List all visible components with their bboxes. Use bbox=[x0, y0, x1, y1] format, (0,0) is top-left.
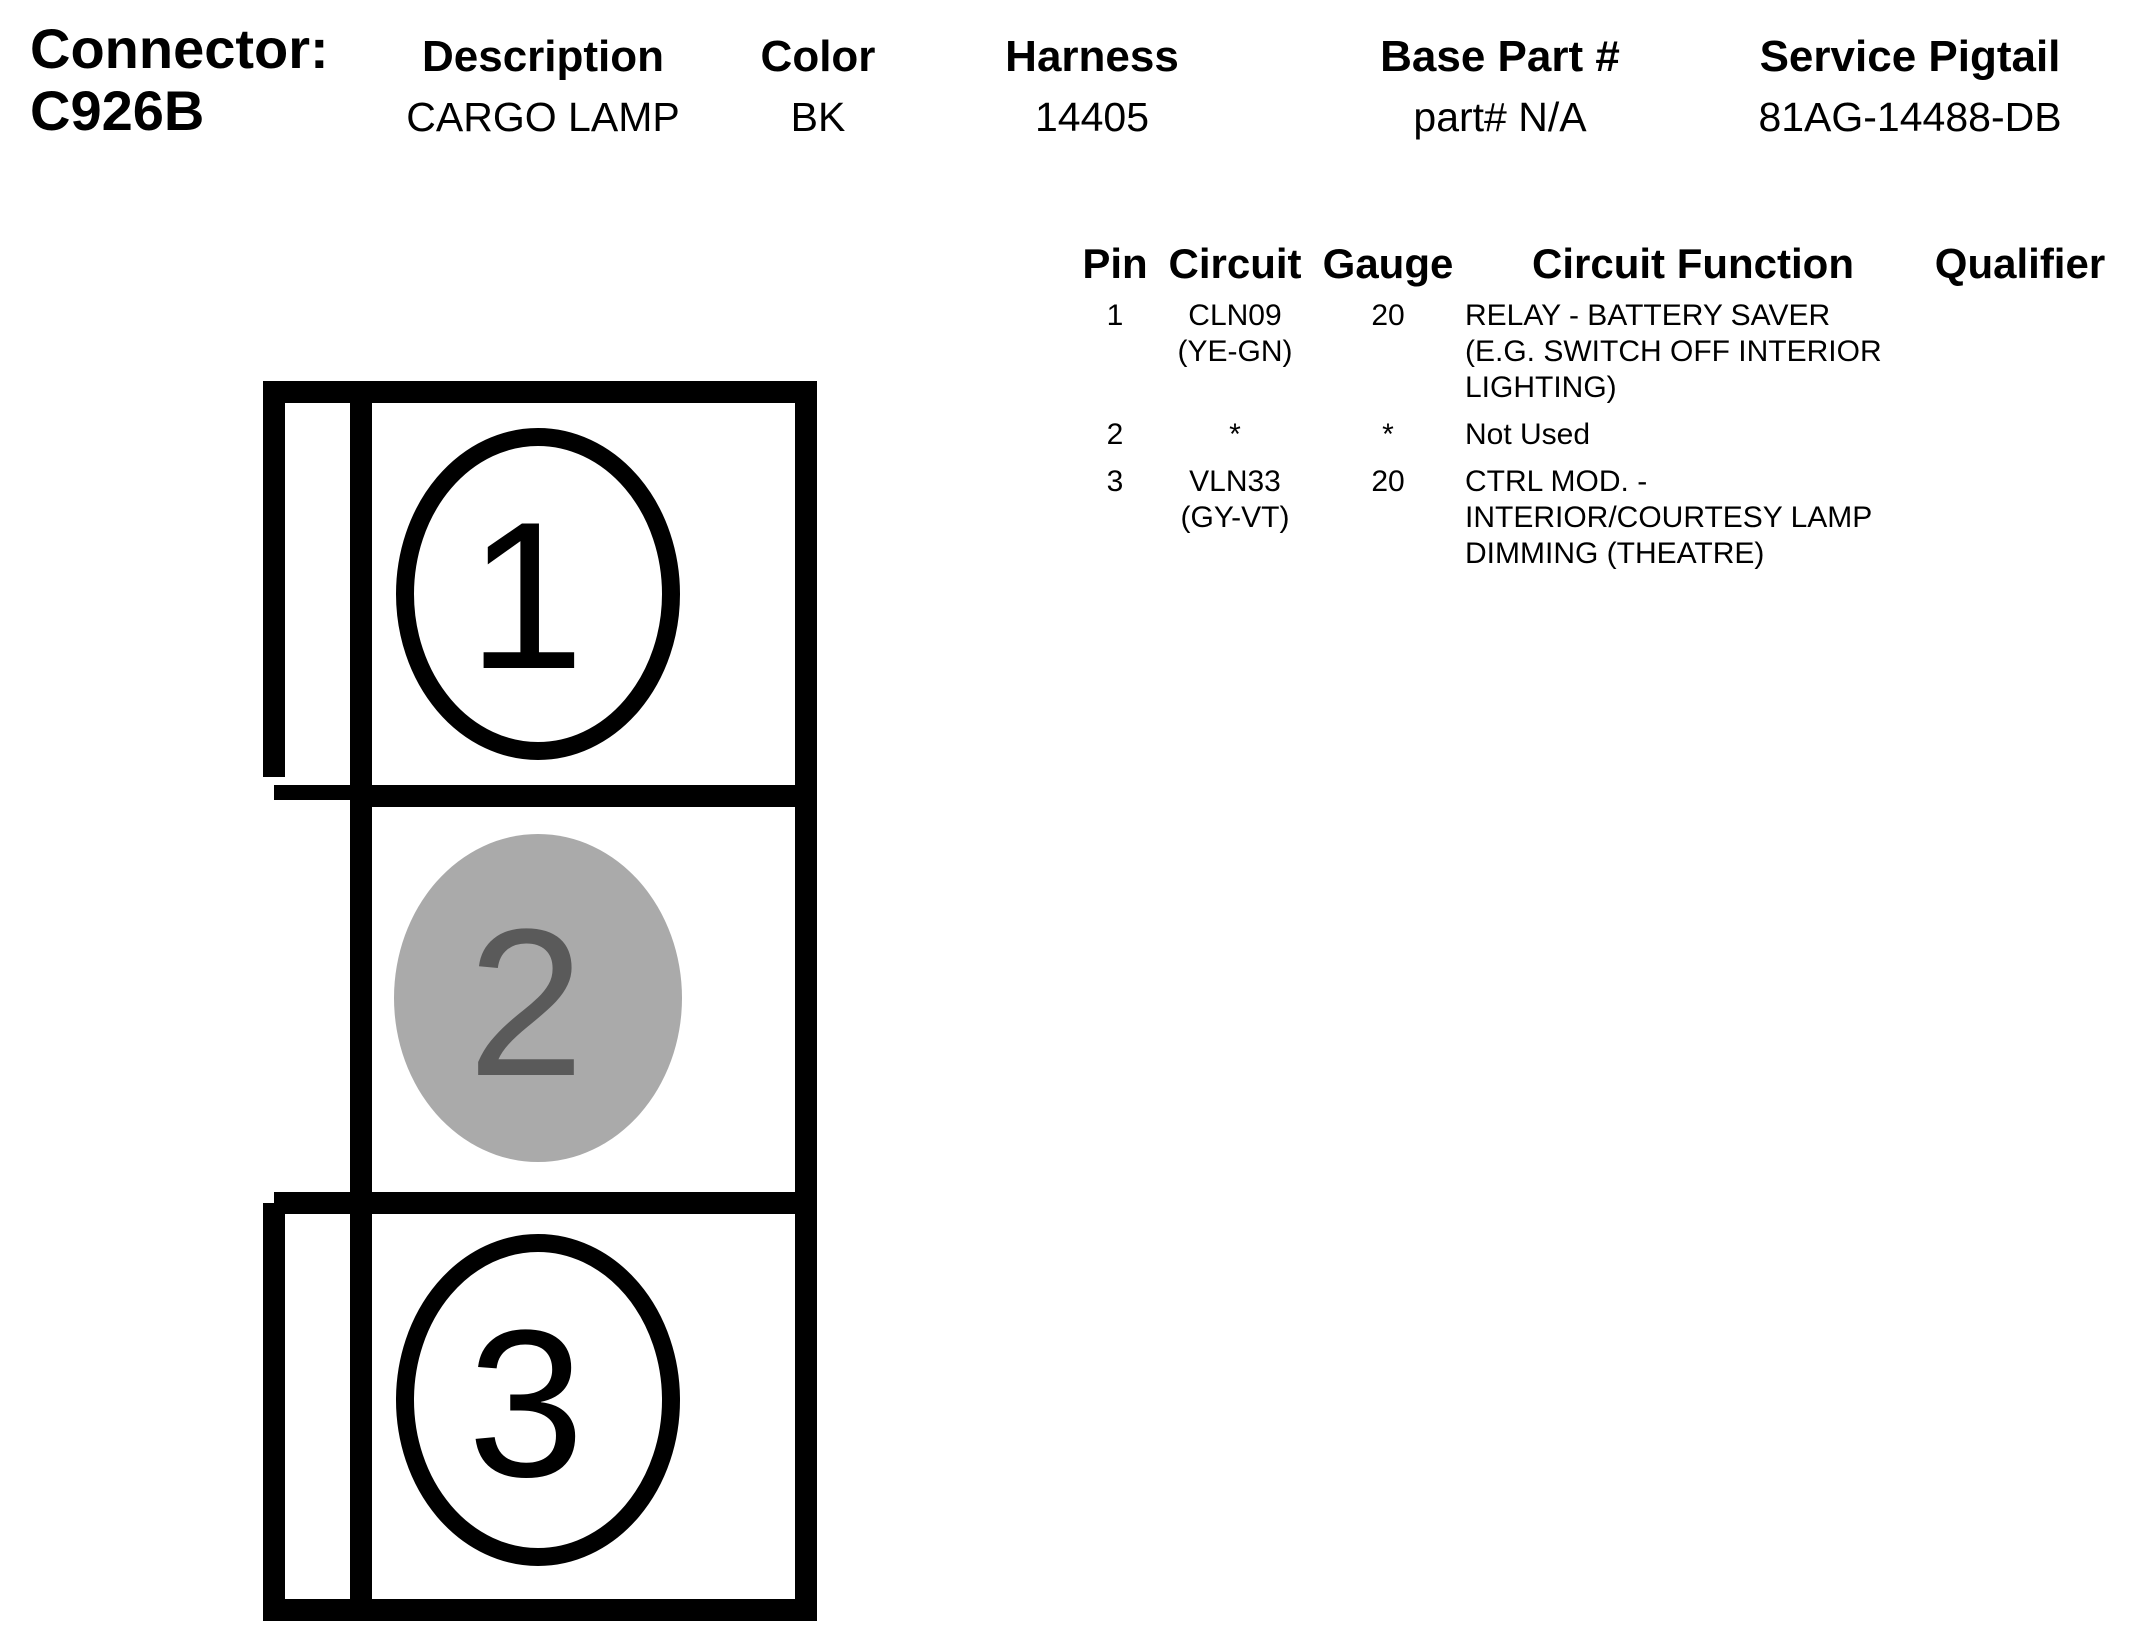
col-header-qualifier: Qualifier bbox=[1934, 240, 2106, 287]
pin-3-number: 3 bbox=[467, 1286, 585, 1521]
service-pigtail-value: 81AG-14488-DB bbox=[1758, 94, 2062, 140]
pin-1-number: 1 bbox=[467, 478, 585, 713]
col-header-gauge: Gauge bbox=[1322, 240, 1454, 287]
circuit-color: (GY-VT) bbox=[1180, 501, 1290, 534]
circuit-color: (YE-GN) bbox=[1177, 335, 1293, 368]
circuit-code: VLN33 bbox=[1189, 465, 1281, 498]
connector-label: Connector: bbox=[30, 17, 329, 80]
harness-label: Harness bbox=[1005, 32, 1179, 81]
base-part-label: Base Part # bbox=[1380, 32, 1620, 81]
housing-notch bbox=[263, 800, 357, 1192]
table-row-3-gauge: 20 bbox=[1371, 465, 1405, 498]
table-row-1-pin: 1 bbox=[1106, 299, 1124, 332]
pin-2-number: 2 bbox=[467, 885, 585, 1120]
function-line: Not Used bbox=[1465, 418, 1591, 451]
description-value: CARGO LAMP bbox=[406, 94, 680, 140]
table-row-3-pin: 3 bbox=[1106, 465, 1124, 498]
base-part-value: part# N/A bbox=[1413, 94, 1587, 140]
harness-value: 14405 bbox=[1034, 94, 1150, 140]
table-row-2-pin: 2 bbox=[1106, 418, 1124, 451]
function-line: RELAY - BATTERY SAVER bbox=[1465, 299, 1831, 332]
service-pigtail-label: Service Pigtail bbox=[1759, 32, 2061, 81]
col-header-circuit-function: Circuit Function bbox=[1532, 240, 1854, 287]
function-line: CTRL MOD. - bbox=[1465, 465, 1648, 498]
col-header-pin: Pin bbox=[1082, 240, 1148, 287]
function-line: (E.G. SWITCH OFF INTERIOR bbox=[1465, 335, 1882, 368]
function-line: DIMMING (THEATRE) bbox=[1465, 537, 1765, 570]
color-value: BK bbox=[790, 94, 846, 140]
col-header-circuit: Circuit bbox=[1168, 240, 1302, 287]
circuit-code: CLN09 bbox=[1188, 299, 1282, 332]
circuit-code: * bbox=[1229, 418, 1241, 451]
function-line: LIGHTING) bbox=[1465, 371, 1617, 404]
description-label: Description bbox=[421, 32, 665, 81]
connector-id: C926B bbox=[30, 79, 205, 142]
table-row-2-gauge: * bbox=[1382, 418, 1394, 451]
color-label: Color bbox=[760, 32, 876, 81]
function-line: INTERIOR/COURTESY LAMP bbox=[1465, 501, 1873, 534]
table-row-1-gauge: 20 bbox=[1371, 299, 1405, 332]
